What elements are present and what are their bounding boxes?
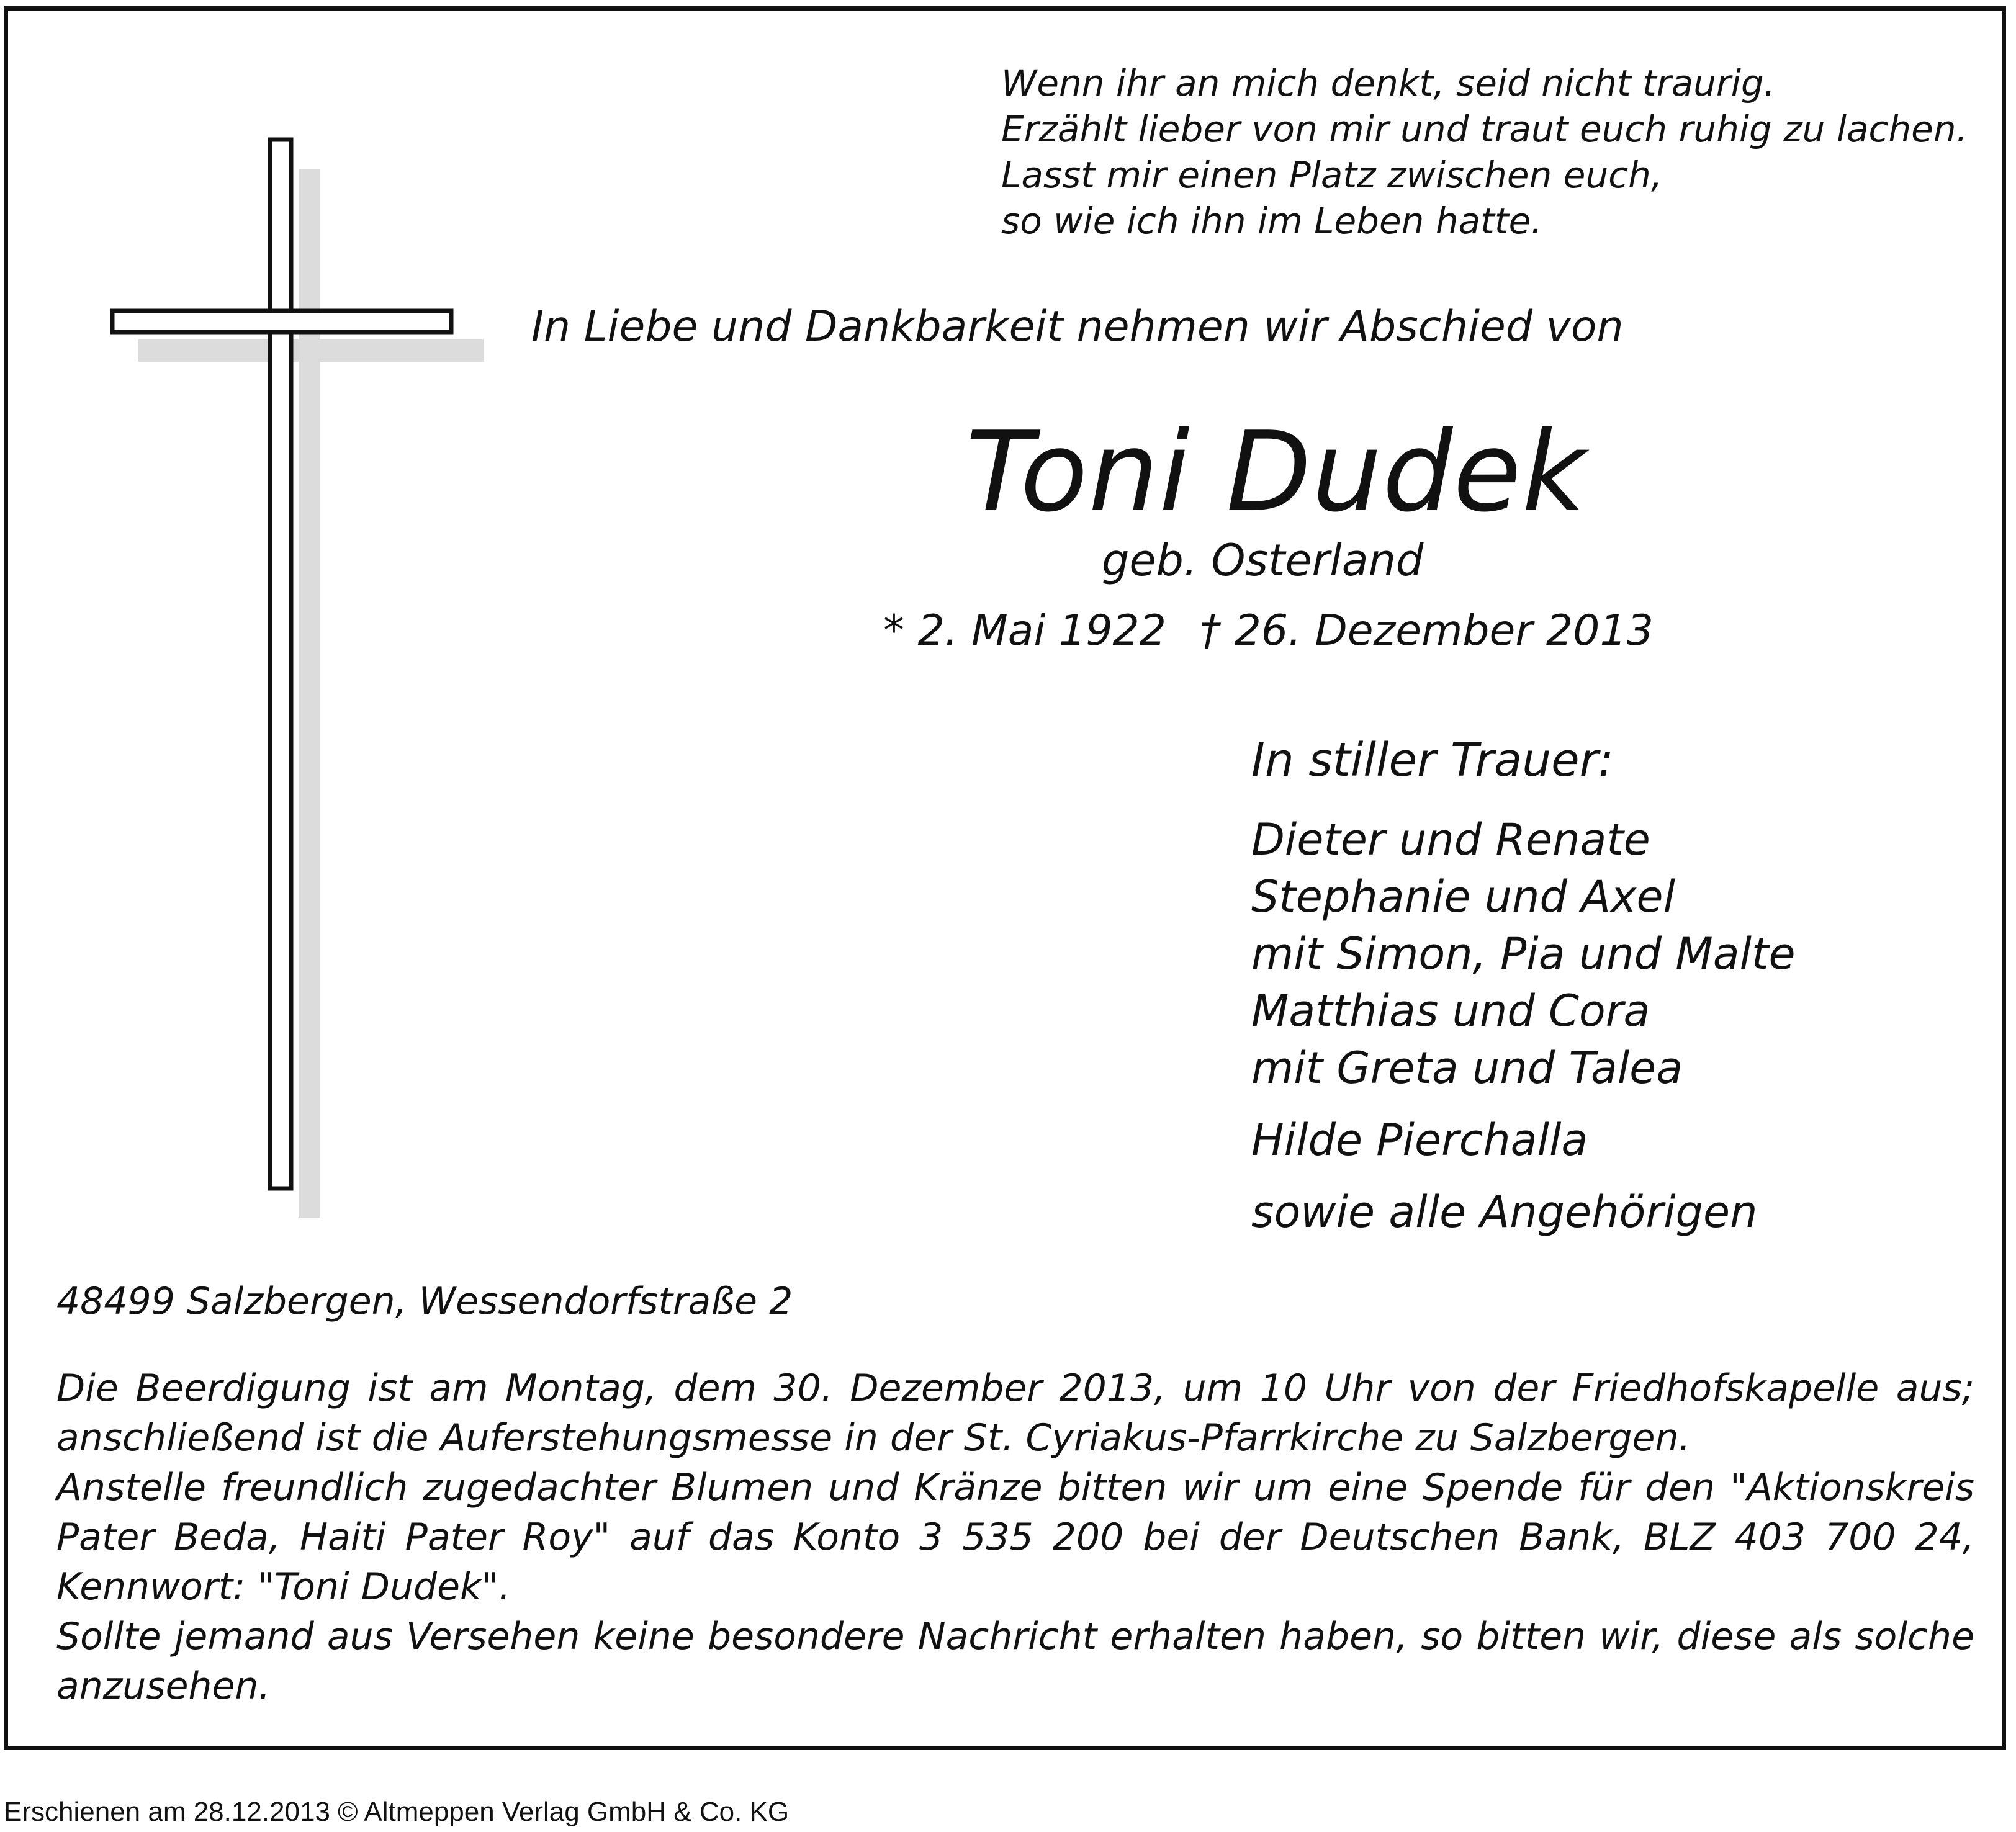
cross-icon [101, 128, 498, 1233]
mourner-line: sowie alle Angehörigen [1251, 1187, 1758, 1237]
birth-date: * 2. Mai 1922 [883, 606, 1167, 655]
poem [1001, 60, 1968, 244]
poem-line: Lasst mir einen Platz zwischen euch, [1001, 154, 1663, 196]
poem-line: Wenn ihr an mich denkt, seid nicht traurig. [1001, 62, 1776, 104]
cross-shadow-horizontal [138, 339, 484, 362]
mourner-line: Hilde Pierchalla [1251, 1115, 1588, 1165]
notice-details [56, 1363, 1974, 1711]
donation-paragraph: Anstelle freundlich zugedachter Blumen und Kränze bitten wir um eine Spende für den "Aktionskreis Pater Beda, Haiti Pater Roy" auf das Konto 3 535 200 bei der Deutschen Bank, BLZ 403 700 24, Kennwort: "Toni Dudek". [56, 1466, 1974, 1609]
poem-line: so wie ich ihn im Leben hatte. [1001, 200, 1542, 242]
death-date: † 26. Dezember 2013 [1200, 606, 1654, 655]
mourner-line: Dieter und Renate [1251, 814, 1650, 865]
mourners-heading: In stiller Trauer: [1251, 734, 1614, 787]
maiden-name: geb. Osterland [1102, 535, 1424, 586]
mourner-line: mit Greta und Talea [1251, 1043, 1683, 1093]
publication-footer: Erschienen am 28.12.2013 © Altmeppen Verlag GmbH & Co. KG [4, 1797, 790, 1827]
funeral-paragraph: Die Beerdigung ist am Montag, dem 30. Dezember 2013, um 10 Uhr von der Friedhofskapelle aus; anschließend ist die Auferstehungsmesse in der St. Cyriakus-Pfarrkirche zu Salzbergen. [56, 1367, 1974, 1460]
farewell-intro: In Liebe und Dankbarkeit nehmen wir Abschied von [531, 302, 1624, 351]
mourner-line: Matthias und Cora [1251, 986, 1650, 1036]
mourner-line: Stephanie und Axel [1251, 871, 1676, 922]
cross-vertical-bar [270, 140, 291, 1188]
deceased-name: Toni Dudek [966, 408, 1586, 536]
poem-line: Erzählt lieber von mir und traut euch ruhig zu lachen. [1001, 108, 1968, 150]
notice-paragraph: Sollte jemand aus Versehen keine besondere Nachricht erhalten haben, so bitten wir, diese als solche anzusehen. [56, 1615, 1974, 1708]
notice-frame [4, 6, 2006, 1750]
address: 48499 Salzbergen, Wessendorfstraße 2 [56, 1280, 793, 1323]
mourner-line: mit Simon, Pia und Malte [1251, 928, 1796, 979]
mourners-list [1251, 811, 1796, 1241]
